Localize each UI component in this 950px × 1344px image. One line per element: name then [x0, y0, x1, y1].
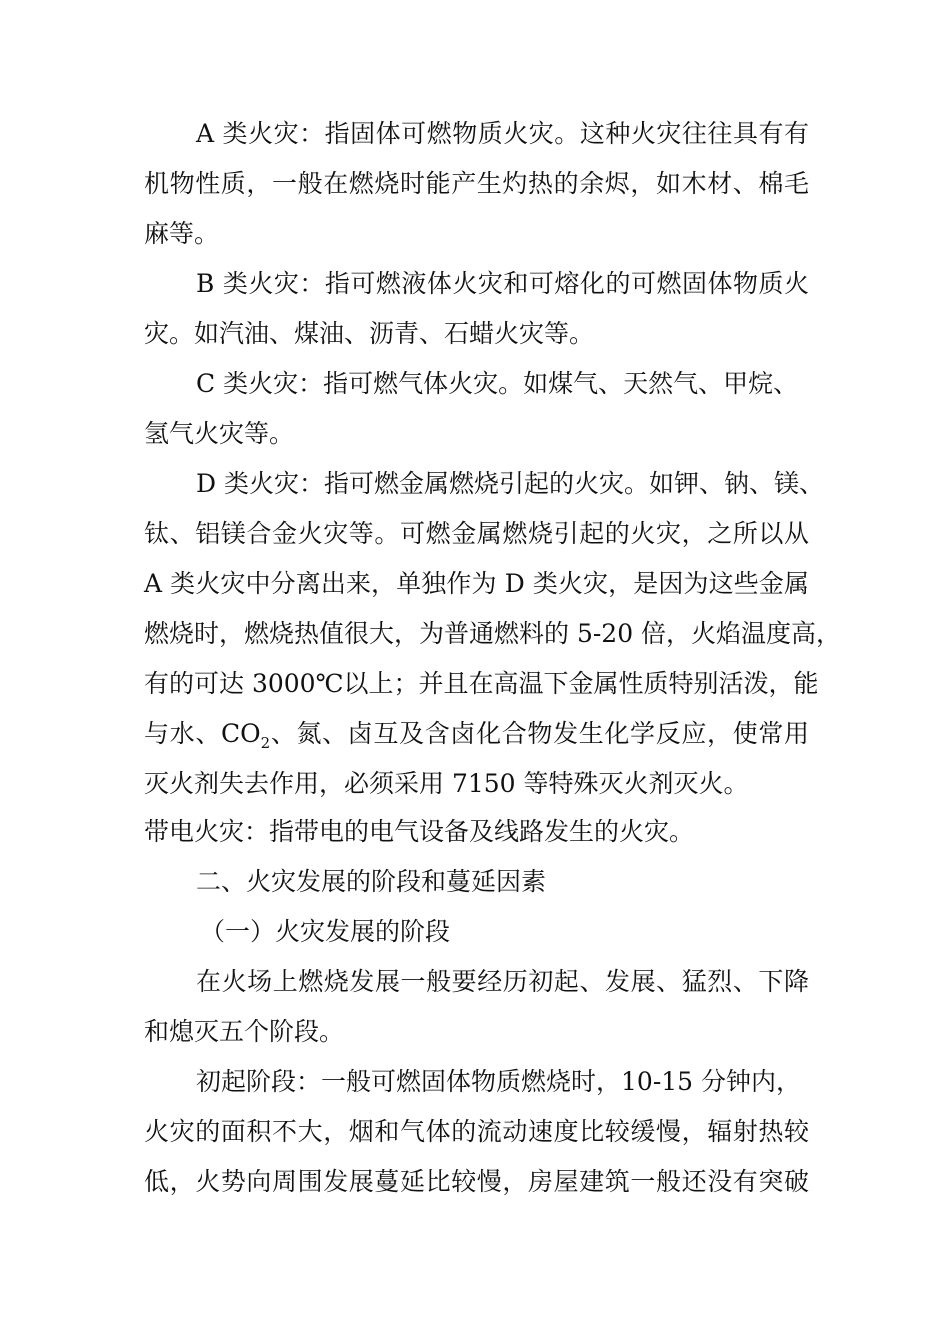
paragraph-stages-line-2: 和熄灭五个阶段。 [144, 1017, 345, 1046]
paragraph-class-c-line-2: 氢气火灾等。 [144, 419, 295, 448]
paragraph-class-a-line-2: 机物性质，一般在燃烧时能产生灼热的余烬，如木材、棉毛 [144, 169, 809, 198]
section-heading: 二、火灾发展的阶段和蔓延因素 [196, 867, 547, 896]
paragraph-class-d-line-1: D 类火灾：指可燃金属燃烧引起的火灾。如钾、钠、镁、 [196, 469, 824, 498]
paragraph-class-d-line-5: 有的可达 3000℃以上；并且在高温下金属性质特别活泼，能 [144, 669, 819, 698]
paragraph-initial-stage-line-1: 初起阶段：一般可燃固体物质燃烧时，10-15 分钟内， [196, 1067, 802, 1096]
paragraph-class-d-line-6 [144, 718, 809, 759]
co2-subscript: 2 [260, 734, 271, 752]
paragraph-class-d-line-3: A 类火灾中分离出来，单独作为 D 类火灾，是因为这些金属 [144, 569, 809, 598]
paragraph-initial-stage-line-3: 低，火势向周围发展蔓延比较慢，房屋建筑一般还没有突破 [144, 1167, 809, 1196]
paragraph-electrical-fire: 带电火灾：指带电的电气设备及线路发生的火灾。 [144, 817, 695, 846]
paragraph-stages-line-1: 在火场上燃烧发展一般要经历初起、发展、猛烈、下降 [196, 967, 809, 996]
line-6-before-text: 与水、CO [144, 719, 261, 748]
subsection-heading: （一）火灾发展的阶段 [200, 917, 451, 946]
paragraph-class-b-line-1: B 类火灾：指可燃液体火灾和可熔化的可燃固体物质火 [196, 269, 809, 298]
paragraph-class-d-line-7: 灭火剂失去作用，必须采用 7150 等特殊灭火剂灭火。 [144, 769, 749, 798]
paragraph-class-b-line-2: 灾。如汽油、煤油、沥青、石蜡火灾等。 [144, 319, 595, 348]
paragraph-class-a-line-3: 麻等。 [144, 219, 220, 248]
paragraph-class-c-line-1: C 类火灾：指可燃气体火灾。如煤气、天然气、甲烷、 [196, 369, 799, 398]
paragraph-class-a-line-1: A 类火灾：指固体可燃物质火灾。这种火灾往往具有有 [196, 119, 809, 148]
paragraph-initial-stage-line-2: 火灾的面积不大，烟和气体的流动速度比较缓慢，辐射热较 [144, 1117, 809, 1146]
line-6-after-text: 、氮、卤互及含卤化合物发生化学反应，使常用 [270, 719, 809, 748]
paragraph-class-d-line-2: 钛、铝镁合金火灾等。可燃金属燃烧引起的火灾，之所以从 [144, 519, 809, 548]
paragraph-class-d-line-4: 燃烧时，燃烧热值很大，为普通燃料的 5-20 倍，火焰温度高， [144, 619, 842, 648]
